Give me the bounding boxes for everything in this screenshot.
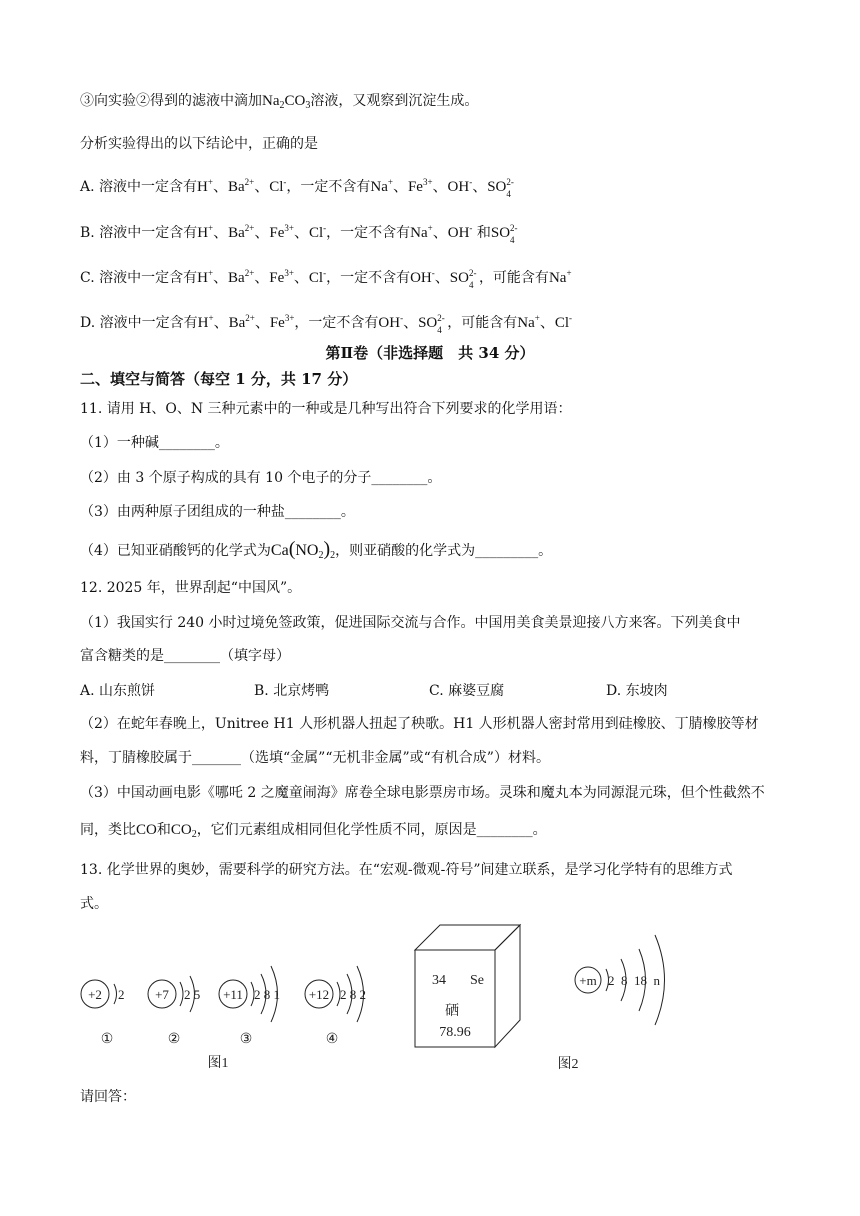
section-title: 第Ⅱ卷（非选择题 共 34 分） xyxy=(325,344,535,362)
q12-part2-line2: 料，丁腈橡胶属于_______（选填“金属”“无机非金属”或“有机合成”）材料。 xyxy=(80,750,550,766)
q12-options xyxy=(80,681,780,701)
q12-part2-line1: （2）在蛇年春晚上，Unitree H1 人形机器人扭起了秧歌。H1 人形机器人密封常用到硅橡胶、丁腈橡胶等材 xyxy=(80,716,759,732)
q12-part1-line1: （1）我国实行 240 小时过境免签政策，促进国际交流与合作。中国用美食美景迎接八方来客。下列美食中 xyxy=(80,615,741,631)
atom-3-number: ③ xyxy=(239,1032,253,1047)
q12-stem: 12. 2025 年，世界刮起“中国风”。 xyxy=(80,580,302,596)
q13-answer-prompt: 请回答： xyxy=(80,1089,136,1105)
atomic-mass: 78.96 xyxy=(439,1025,471,1040)
atom-1-shell-label: 2 xyxy=(118,987,125,1002)
q12-part3-line2: 同，类比CO和$CO_2$，它们元素组成相同但化学性质不同，原因是________。 xyxy=(80,822,547,840)
se-atom-nucleus-label: +m xyxy=(579,973,597,988)
q11-stem: 11. 请用 H、O、N 三种元素中的一种或是几种写出符合下列要求的化学用语： xyxy=(80,401,572,417)
atom-4-nucleus-label: +12 xyxy=(308,987,330,1002)
section-heading: 二、填空与简答（每空 1 分，共 17 分） xyxy=(80,370,358,388)
atom-2-number: ② xyxy=(167,1032,181,1047)
q10-step3: ③向实验②得到的滤液中滴加$Na_2CO_3$溶液，又观察到沉淀生成。 xyxy=(80,93,479,111)
figure-1-caption: 图1 xyxy=(207,1056,229,1071)
figure-1-atom-diagrams xyxy=(70,940,390,1075)
atomic-number: 34 xyxy=(432,973,446,988)
q12-option-a: A. 山东煎饼 xyxy=(80,683,156,699)
atom-4-number: ④ xyxy=(325,1032,339,1047)
q12-option-b: B. 北京烤鸭 xyxy=(254,683,330,699)
q10-option-b: B. 溶液中一定含有H+、$Ba^{2+}$、$Fe^{3+}$、Cl-，一定不含有Na+、OH- 和SO 2- 4 xyxy=(80,223,518,245)
atom-2-nucleus-label: +7 xyxy=(155,987,169,1002)
element-cube-top xyxy=(415,925,520,950)
q11-part3: （3）由两种原子团组成的一种盐________。 xyxy=(80,504,355,520)
q12-option-c: C. 麻婆豆腐 xyxy=(429,683,505,699)
q10-option-a: A. 溶液中一定含有H+、$Ba^{2+}$、Cl-，一定不含有Na+、$Fe^{3+}$、OH-、SO 2- 4 xyxy=(80,177,514,199)
q13-stem-line1: 13. 化学世界的奥妙，需要科学的研究方法。在“宏观-微观-符号”间建立联系，是学习化学特有的思维方式 xyxy=(80,862,733,878)
atom-2-shell-label: 2 5 xyxy=(184,987,201,1002)
atom-4-shell-label: 2 8 2 xyxy=(340,987,366,1002)
element-name: 硒 xyxy=(445,1004,459,1019)
element-cube-side xyxy=(495,925,520,1047)
atom-3-nucleus-label: +11 xyxy=(223,987,243,1002)
element-symbol: Se xyxy=(470,973,484,988)
q13-stem-line2: 式。 xyxy=(80,896,108,912)
q10-prompt: 分析实验得出的以下结论中，正确的是 xyxy=(80,136,318,152)
figure-2-caption: 图2 xyxy=(557,1057,579,1072)
atom-1-number: ① xyxy=(100,1032,114,1047)
q11-part1: （1）一种碱________。 xyxy=(80,435,229,451)
atom-3-shell-label: 2 8 1 xyxy=(254,987,280,1002)
figure-2-selenium xyxy=(400,915,700,1075)
q11-part4: （4）已知亚硝酸钙的化学式为$Ca(NO_2)_2$，则亚硝酸的化学式为_________。 xyxy=(80,538,553,561)
q12-part3-line1: （3）中国动画电影《哪吒 2 之魔童闹海》席卷全球电影票房市场。灵珠和魔丸本为同源混元珠，但个性截然不 xyxy=(80,785,765,801)
q10-option-c: C. 溶液中一定含有H+、$Ba^{2+}$、$Fe^{3+}$、Cl-，一定不含有OH-、SO 2- 4 ，可能含有Na+ xyxy=(80,268,572,290)
atom-1-nucleus-label: +2 xyxy=(88,987,102,1002)
q12-option-d: D. 东坡肉 xyxy=(606,683,668,699)
q11-part2: （2）由 3 个原子构成的具有 10 个电子的分子________。 xyxy=(80,470,442,486)
q10-option-d: D. 溶液中一定含有H+、$Ba^{2+}$、$Fe^{3+}$，一定不含有OH-、SO 2- 4 ，可能含有Na+、Cl- xyxy=(80,313,573,335)
q12-part1-line2: 富含糖类的是________（填字母） xyxy=(80,648,290,664)
se-atom-shell-label: 2 8 18 n xyxy=(608,973,660,988)
